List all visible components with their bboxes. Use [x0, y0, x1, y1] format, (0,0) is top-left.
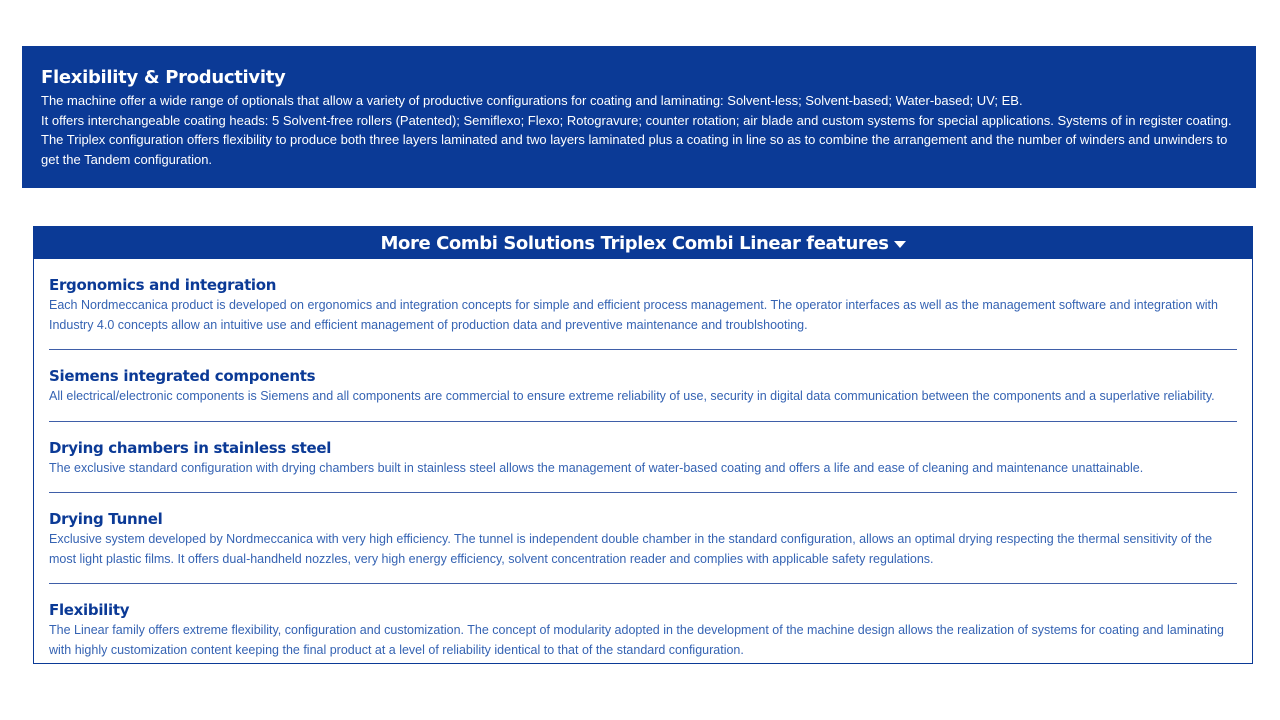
- features-accordion: [33, 226, 1253, 664]
- feature-description: The Linear family offers extreme flexibility, configuration and customization. The concept of modularity adopted in the development of the machine design allows the realization of systems for coating and laminating with highly customization content keeping the final product at a level of reliability identical to that of the standard configuration.: [49, 623, 1224, 657]
- feature-description: Each Nordmeccanica product is developed on ergonomics and integration concepts for simple and efficient process management. The operator interfaces as well as the management software and integration with Industry 4.0 concepts allow an intuitive use and efficient management of production data and preventive maintenance and troublshooting.: [49, 298, 1218, 332]
- feature-item: [49, 259, 1237, 350]
- feature-description: All electrical/electronic components is Siemens and all components are commercial to ensure extreme reliability of use, security in digital data communication between the components and a superlative reliability.: [49, 389, 1215, 403]
- feature-item: [49, 422, 1237, 494]
- accordion-title: More Combi Solutions Triplex Combi Linear features: [380, 232, 889, 254]
- feature-title: Drying chambers in stainless steel: [49, 438, 332, 457]
- feature-title: Drying Tunnel: [49, 510, 163, 528]
- caret-down-icon: [894, 241, 906, 248]
- section-paragraph: The Triplex configuration offers flexibility to produce both three layers laminated and two layers laminated plus a coating in line so as to combine the arrangement and the number of winders and unwinders to get the Tandem configuration.: [41, 132, 1228, 168]
- section-paragraph: The machine offer a wide range of optionals that allow a variety of productive configurations for coating and laminating: Solvent-less; Solvent-based; Water-based; UV; EB.: [41, 93, 1023, 108]
- section-title: Flexibility & Productivity: [41, 67, 286, 88]
- feature-description: The exclusive standard configuration with drying chambers built in stainless steel allows the management of water-based coating and offers a life and ease of cleaning and maintenance unattainable.: [49, 460, 1144, 475]
- feature-title: Ergonomics and integration: [49, 276, 277, 294]
- feature-title: Siemens integrated components: [49, 367, 316, 385]
- feature-description: Exclusive system developed by Nordmeccanica with very high efficiency. The tunnel is independent double chamber in the standard configuration, allows an optimal drying respecting the thermal sensitivity of the most light plastic films. It offers dual-handheld nozzles, very high energy efficiency, solvent concentration reader and complies with applicable safety regulations.: [49, 532, 1213, 566]
- section-paragraph: It offers interchangeable coating heads: 5 Solvent-free rollers (Patented); Semiflexo; Flexo; Rotogravure; counter rotation; air blade and custom systems for special applications. Systems of in register coating.: [41, 112, 1232, 128]
- accordion-toggle-button[interactable]: [34, 227, 1252, 259]
- feature-title: Flexibility: [49, 601, 130, 619]
- feature-item: [49, 493, 1237, 584]
- flexibility-productivity-section: [22, 46, 1256, 188]
- feature-item: [49, 584, 1237, 674]
- feature-item: [49, 350, 1237, 422]
- feature-list: [34, 259, 1252, 674]
